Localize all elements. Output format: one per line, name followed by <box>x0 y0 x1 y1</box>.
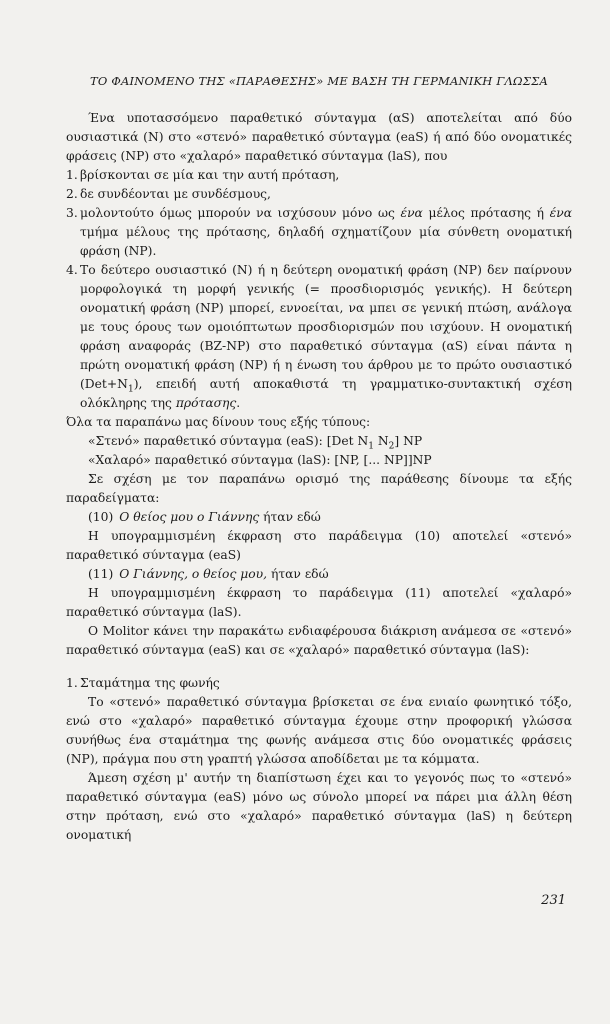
condition-item <box>66 166 572 185</box>
example-sentence: (11) Ο Γιάννης, ο θείος μου, ήταν εδώ <box>88 567 329 581</box>
page-content <box>66 72 572 845</box>
condition-number: 4. <box>66 263 78 277</box>
page-number: 231 <box>541 893 566 908</box>
section-paragraph: Το «στενό» παραθετικό σύνταγμα βρίσκεται σε ένα ενιαίο φωνητικό τόξο, ενώ στο «χαλαρό» παραθετικό σύνταγμα έχουμε στην προφορική γλώσσα συνήθως ένα σταμάτημα της φωνής ανάμεσα στις δύο ονοματικές φράσεις (NP), πράγμα που στη γραπτή γλώσσα αποδίδεται με τα κόμματα. <box>66 695 572 766</box>
condition-text: βρίσκονται σε μία και την αυτή πρόταση, <box>80 168 340 182</box>
condition-item <box>66 204 572 261</box>
running-header: ΤΟ ΦΑΙΝΟΜΕΝΟ ΤΗΣ «ΠΑΡΑΘΕΣΗΣ» ΜΕ ΒΑΣΗ ΤΗ ΓΕΡΜΑΝΙΚΗ ΓΛΩΣΣΑ <box>90 74 548 88</box>
condition-item <box>66 185 572 204</box>
condition-text: μολοντούτο όμως μπορούν να ισχύσουν μόνο ως ένα μέλος πρότασης ή ένα τμήμα μέλους της πρότασης, δηλαδή σχηματίζουν μία σύνθετη ονοματική φράση (NP). <box>80 206 573 258</box>
molitor-paragraph: Ο Molitor κάνει την παρακάτω ενδιαφέρουσα διάκριση ανάμεσα σε «στενό» παραθετικό σύνταγμα (eaS) και σε «χαλαρό» παραθετικό σύνταγμα (laS): <box>66 624 572 657</box>
example-explanation: Η υπογραμμισμένη έκφραση το παράδειγμα (11) αποτελεί «χαλαρό» παραθετικό σύνταγμα (laS). <box>66 586 572 619</box>
type-formula-las: «Χαλαρό» παραθετικό σύνταγμα (laS): [NP, [... NP]]NP <box>88 453 432 467</box>
condition-text: δε συνδέονται με συνδέσμους, <box>80 187 271 201</box>
condition-item <box>66 261 572 413</box>
section-heading: 1. Σταμάτημα της φωνής <box>66 676 220 690</box>
condition-text: Το δεύτερο ουσιαστικό (N) ή η δεύτερη ονοματική φράση (NP) δεν παίρνουν μορφολογικά τη μορφή γενικής (= προσδιορισμός γενικής). Η δεύτερη ονοματική φράση (NP) μπορεί, εννοείται, να μπει σε γενική πτώση, ανάλογα με τους όρους των ομοιόπτωτων προσδιορισμών που ισχύουν. Η ονοματική φράση αναφοράς (BZ-NP) στο παραθετικό σύνταγμα (αS) είναι πάντα η πρώτη ονοματική φράση (NP) ή η ένωση του άρθρου με το πρώτο ουσιαστικό $(Det+N_1)$, επειδή αυτή αποκαθιστά τη γραμματικο-συντακτική σχέση ολόκληρης της πρότασης. <box>80 263 572 410</box>
types-intro: Όλα τα παραπάνω μας δίνουν τους εξής τύπους: <box>66 415 371 429</box>
example-explanation: Η υπογραμμισμένη έκφραση στο παράδειγμα (10) αποτελεί «στενό» παραθετικό σύνταγμα (eaS) <box>66 529 572 562</box>
condition-number: 3. <box>66 206 78 220</box>
section-paragraph: Άμεση σχέση μ' αυτήν τη διαπίστωση έχει και το γεγονός πως το «στενό» παραθετικό σύνταγμα (eaS) μόνο ως σύνολο μπορεί να πάρει μια άλλη θέση στην πρόταση, ενώ στο «χαλαρό» παραθετικό σύνταγμα (laS) η δεύτερη ονοματική <box>66 771 572 842</box>
examples-intro: Σε σχέση με τον παραπάνω ορισμό της παράθεσης δίνουμε τα εξής παραδείγματα: <box>66 472 572 505</box>
type-formula-eas: «Στενό» παραθετικό σύνταγμα (eaS): [Det $N_1$ $N_2$] NP <box>88 434 423 452</box>
example-sentence: (10) Ο θείος μου ο Γιάννης ήταν εδώ <box>88 510 321 524</box>
condition-number: 1. <box>66 168 78 182</box>
condition-number: 2. <box>66 187 78 201</box>
intro-paragraph: Ένα υποτασσόμενο παραθετικό σύνταγμα (αS) αποτελείται από δύο ουσιαστικά (N) στο «στενό» παραθετικό σύνταγμα (eaS) ή από δύο ονοματικές φράσεις (NP) στο «χαλαρό» παραθετικό σύνταγμα (laS), που <box>66 111 572 163</box>
